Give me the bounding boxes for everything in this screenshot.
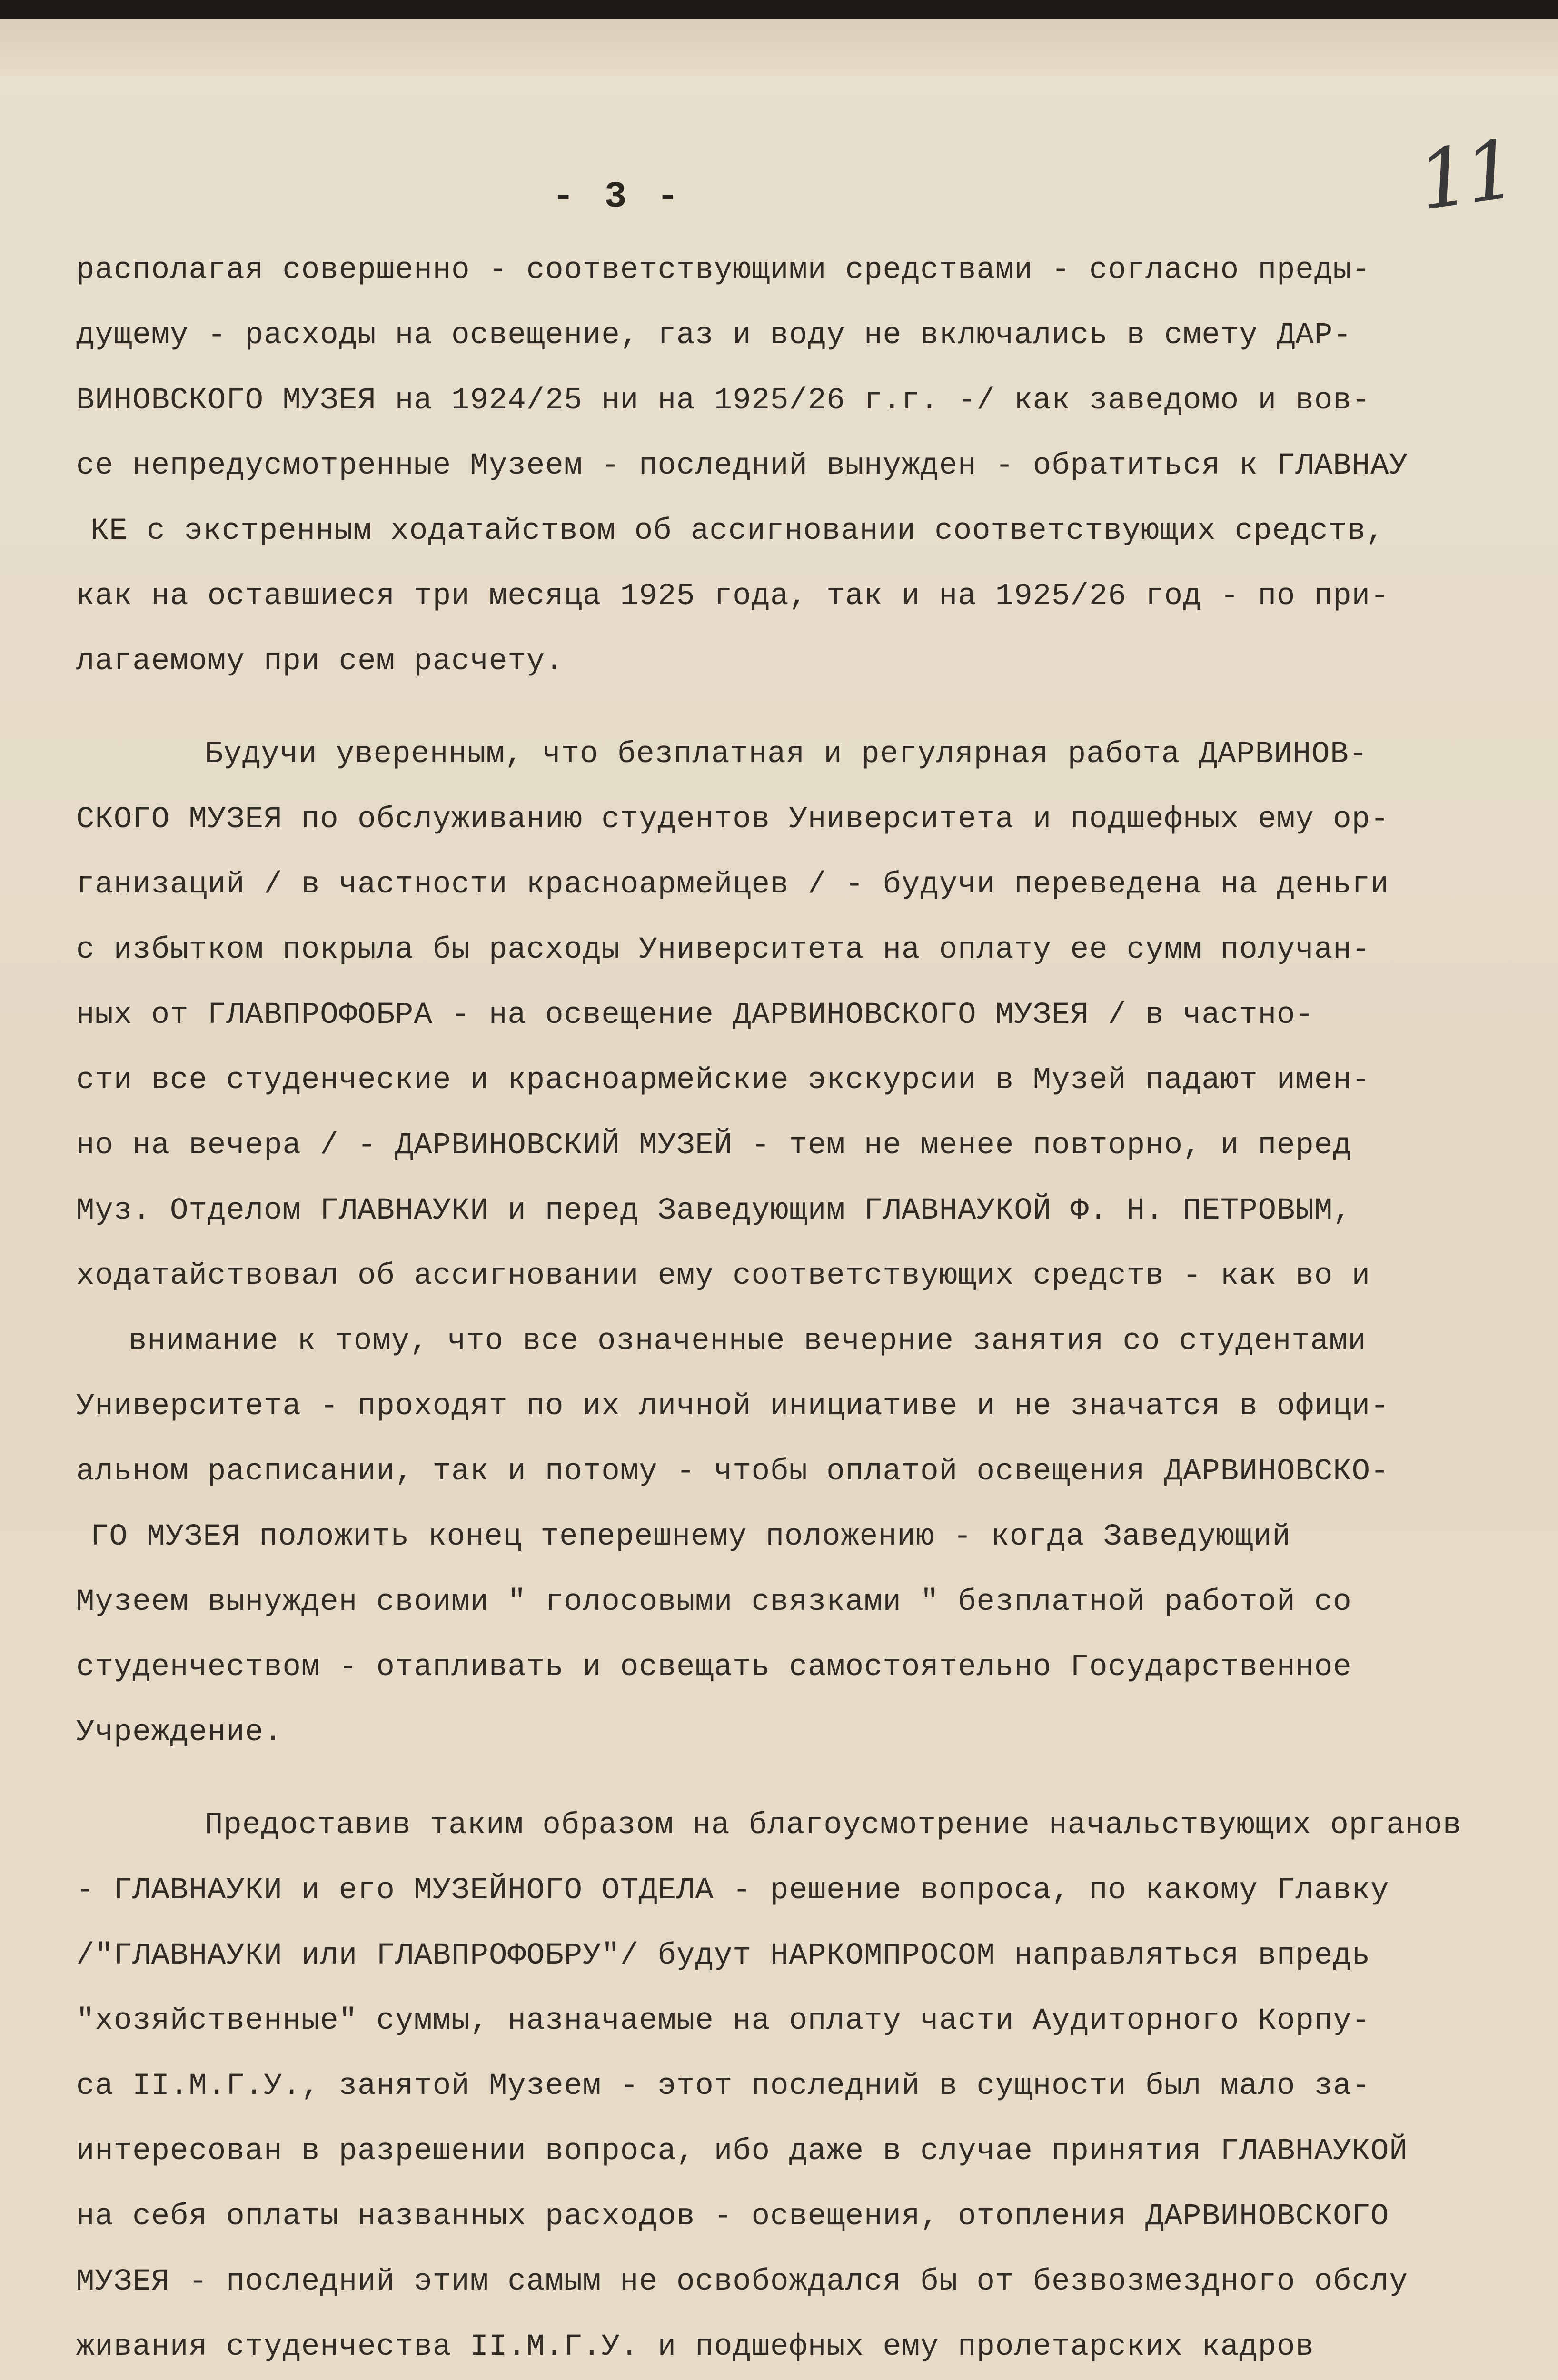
text-line: КЕ с экстренным ходатайством об ассигновании соответствующих средств, bbox=[90, 514, 1385, 548]
page-top-edge bbox=[0, 19, 1558, 76]
text-line: альном расписании, так и потому - чтобы оплатой освещения ДАРВИНОВСКО- bbox=[76, 1455, 1389, 1489]
archive-folio-number: 11 bbox=[1412, 122, 1518, 229]
text-line: живания студенчества II.М.Г.У. и подшефных ему пролетарских кадров bbox=[76, 2330, 1314, 2364]
text-line: лагаемому при сем расчету. bbox=[76, 645, 564, 679]
text-line: располагая совершенно - соответствующими средствами - согласно преды- bbox=[76, 253, 1371, 288]
text-line: Музеем вынужден своими " голосовыми связками " безплатной работой со bbox=[76, 1585, 1352, 1619]
text-line: ганизаций / в частности красноармейцев / - будучи переведена на деньги bbox=[76, 868, 1389, 902]
text-line: СКОГО МУЗЕЯ по обслуживанию студентов Университета и подшефных ему ор- bbox=[76, 803, 1389, 837]
text-line: са II.М.Г.У., занятой Музеем - этот последний в сущности был мало за- bbox=[76, 2069, 1371, 2103]
page-number: - 3 - bbox=[552, 176, 683, 218]
paragraph-start-line: Предоставив таким образом на благоусмотрение начальствующих органов bbox=[205, 1808, 1462, 1843]
text-line: ходатайствовал об ассигновании ему соответствующих средств - как во и bbox=[76, 1259, 1371, 1293]
text-line: Университета - проходят по их личной инициативе и не значатся в офици- bbox=[76, 1389, 1389, 1424]
text-line: /"ГЛАВНАУКИ или ГЛАВПРОФОБРУ"/ будут НАРКОМПРОСОМ направляться впредь bbox=[76, 1939, 1371, 1973]
text-line: ВИНОВСКОГО МУЗЕЯ на 1924/25 ни на 1925/26 г.г. -/ как заведомо и вов- bbox=[76, 384, 1371, 418]
text-line: внимание к тому, что все означенные вечерние занятия со студентами bbox=[129, 1324, 1367, 1359]
typed-letter-body bbox=[76, 238, 1462, 2380]
text-line: - ГЛАВНАУКИ и его МУЗЕЙНОГО ОТДЕЛА - решение вопроса, по какому Главку bbox=[76, 1874, 1389, 1908]
text-line: дущему - расходы на освещение, газ и воду не включались в смету ДАР- bbox=[76, 318, 1352, 353]
text-line: "хозяйственные" суммы, назначаемые на оплату части Аудиторного Корпу- bbox=[76, 2004, 1371, 2038]
text-line: ГО МУЗЕЯ положить конец теперешнему положению - когда Заведующий bbox=[90, 1520, 1291, 1554]
text-line: сти все студенческие и красноармейские экскурсии в Музей падают имен- bbox=[76, 1063, 1371, 1098]
text-line: се непредусмотренные Музеем - последний вынужден - обратиться к ГЛАВНАУ bbox=[76, 449, 1408, 483]
paragraph-start-line: Будучи уверенным, что безплатная и регулярная работа ДАРВИНОВ- bbox=[205, 737, 1368, 772]
text-line: но на вечера / - ДАРВИНОВСКИЙ МУЗЕЙ - тем не менее повторно, и перед bbox=[76, 1129, 1352, 1163]
text-line: ных от ГЛАВПРОФОБРА - на освещение ДАРВИНОВСКОГО МУЗЕЯ / в частно- bbox=[76, 998, 1314, 1032]
text-line: студенчеством - отапливать и освещать самостоятельно Государственное bbox=[76, 1650, 1352, 1685]
text-line: Муз. Отделом ГЛАВНАУКИ и перед Заведующим ГЛАВНАУКОЙ Ф. Н. ПЕТРОВЫМ, bbox=[76, 1194, 1352, 1228]
text-line: с избытком покрыла бы расходы Университета на оплату ее сумм получан- bbox=[76, 933, 1371, 967]
text-line: МУЗЕЯ - последний этим самым не освобождался бы от безвозмездного обслу bbox=[76, 2265, 1408, 2299]
text-line: Учреждение. bbox=[76, 1716, 283, 1750]
text-line: интересован в разрешении вопроса, ибо даже в случае принятия ГЛАВНАУКОЙ bbox=[76, 2134, 1408, 2169]
text-line: как на оставшиеся три месяца 1925 года, так и на 1925/26 год - по при- bbox=[76, 579, 1389, 614]
text-line: на себя оплаты названных расходов - освещения, отопления ДАРВИНОВСКОГО bbox=[76, 2200, 1389, 2234]
